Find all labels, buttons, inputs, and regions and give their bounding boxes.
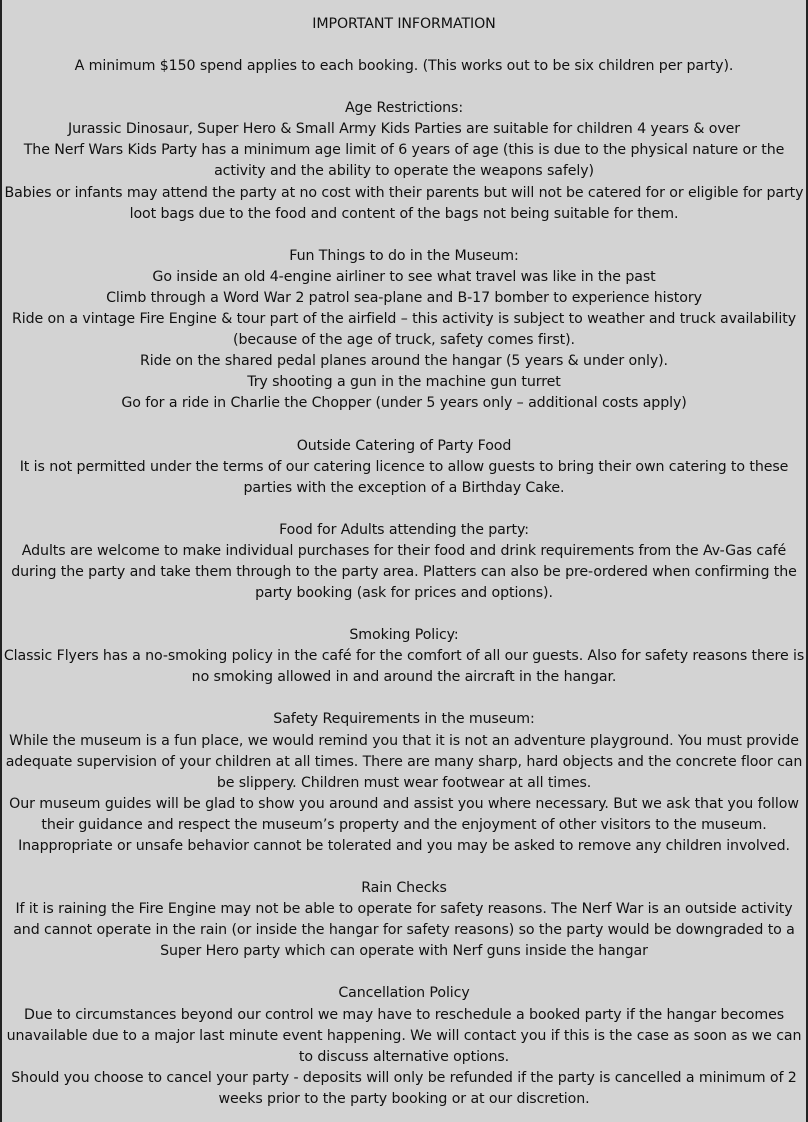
section-paragraph: Try shooting a gun in the machine gun turret (247, 374, 561, 391)
info-section (2, 520, 806, 604)
section-paragraph: Jurassic Dinosaur, Super Hero & Small Army Kids Parties are suitable for children 4 years & over (68, 121, 740, 138)
section-paragraph: Babies or infants may attend the party at no cost with their parents but will not be catered for or eligible for party loot bags due to the food and content of the bags not being suitable for them. (4, 184, 804, 222)
section-heading: Smoking Policy: (349, 627, 459, 644)
section-paragraph: If it is raining the Fire Engine may not be able to operate for safety reasons. The Nerf War is an outside activity and cannot operate in the rain (or inside the hangar for safety reasons) so the party would be downgraded to a Super Hero party which can operate with Nerf guns inside the hangar (13, 901, 795, 960)
section-paragraph: Ride on the shared pedal planes around the hangar (5 years & under only). (140, 353, 668, 370)
section-paragraph: While the museum is a fun place, we would remind you that it is not an adventure playground. You must provide adequate supervision of your children at all times. There are many sharp, hard objects and the concrete floor can be slippery. Children must wear footwear at all times. (5, 732, 803, 791)
section-paragraph: Climb through a Word War 2 patrol sea-plane and B-17 bomber to experience history (106, 289, 702, 306)
section-paragraph: The Nerf Wars Kids Party has a minimum age limit of 6 years of age (this is due to the physical nature or the activity and the ability to operate the weapons safely) (23, 142, 785, 180)
info-section (2, 709, 806, 857)
section-heading: Food for Adults attending the party: (279, 521, 529, 538)
section-paragraph: Ride on a vintage Fire Engine & tour part of the airfield – this activity is subject to weather and truck availability (because of the age of truck, safety comes first). (11, 311, 796, 349)
section-paragraph: It is not permitted under the terms of our catering licence to allow guests to bring their own catering to these parties with the exception of a Birthday Cake. (19, 458, 789, 496)
section-heading: Age Restrictions: (344, 100, 464, 117)
section-heading: Safety Requirements in the museum: (273, 711, 535, 728)
section-paragraph: Due to circumstances beyond our control we may have to reschedule a booked party if the hangar becomes unavailable due to a major last minute event happening. We will contact you if this is the case as soon as we can to discuss alternative options. (6, 1006, 802, 1065)
sections-container (2, 98, 806, 1110)
section-paragraph: Go for a ride in Charlie the Chopper (under 5 years only – additional costs apply) (121, 395, 687, 412)
section-paragraph: Our museum guides will be glad to show you around and assist you where necessary. But we ask that you follow their guidance and respect the museum’s property and the enjoyment of other visitors to the museum. Inappropriate or unsafe behavior cannot be tolerated and you may be asked to remove any children involved. (9, 795, 799, 854)
section-heading: Fun Things to do in the Museum: (289, 247, 519, 264)
info-section (2, 246, 806, 415)
intro-text: A minimum $150 spend applies to each booking. (This works out to be six children per party). (74, 58, 734, 75)
section-paragraph: Classic Flyers has a no-smoking policy in the café for the comfort of all our guests. Also for safety reasons there is no smoking allowed in and around the aircraft in the hangar. (3, 648, 805, 686)
info-section (2, 436, 806, 499)
info-section (2, 98, 806, 225)
info-section (2, 878, 806, 962)
info-section (2, 625, 806, 688)
section-paragraph: Adults are welcome to make individual purchases for their food and drink requirements from the Av-Gas café during the party and take them through to the party area. Platters can also be pre-ordered when confirming the party booking (ask for prices and options). (11, 542, 797, 602)
page-title: IMPORTANT INFORMATION (312, 16, 496, 32)
section-heading: Cancellation Policy (338, 985, 470, 1002)
section-heading: Rain Checks (361, 880, 447, 897)
section-heading: Outside Catering of Party Food (296, 437, 512, 454)
section-paragraph: Should you choose to cancel your party - deposits will only be refunded if the party is cancelled a minimum of 2 weeks prior to the party booking or at our discretion. (11, 1069, 797, 1107)
section-paragraph: Go inside an old 4-engine airliner to see what travel was like in the past (152, 268, 656, 285)
intro-section (2, 56, 806, 77)
info-section (2, 983, 806, 1110)
